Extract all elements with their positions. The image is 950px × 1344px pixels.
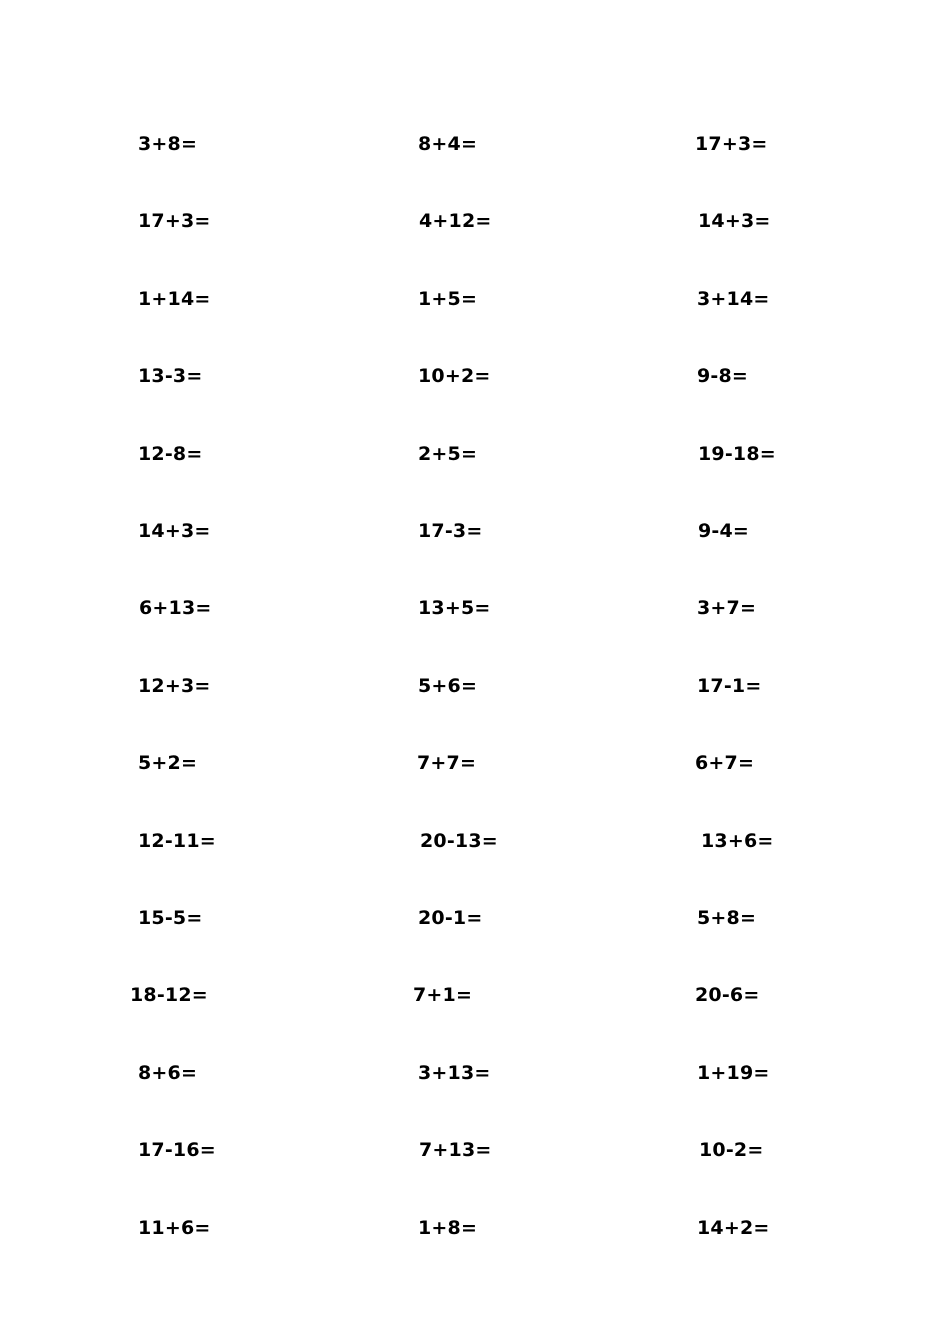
math-problem: 11+6= xyxy=(138,1216,211,1239)
math-problem: 15-5= xyxy=(138,907,203,929)
math-problem: 20-6= xyxy=(695,984,760,1007)
math-problem: 8+6= xyxy=(138,1061,198,1084)
math-problem: 12-11= xyxy=(138,829,216,852)
math-problem: 17-1= xyxy=(697,674,762,697)
math-problem: 8+4= xyxy=(418,133,478,155)
math-problem: 9-4= xyxy=(698,520,750,542)
math-problem: 7+1= xyxy=(413,984,473,1007)
math-problem: 6+13= xyxy=(139,597,212,620)
math-problem: 12-8= xyxy=(138,442,203,465)
math-problem: 18-12= xyxy=(130,984,208,1007)
math-problem: 14+2= xyxy=(697,1216,770,1239)
math-problem: 3+8= xyxy=(138,133,198,155)
math-problem: 7+7= xyxy=(417,752,477,775)
math-problem: 20-1= xyxy=(418,907,483,929)
math-problem: 1+19= xyxy=(697,1061,770,1084)
math-problem: 10-2= xyxy=(699,1139,764,1162)
math-problem: 14+3= xyxy=(138,520,211,542)
math-problem: 13+5= xyxy=(418,597,491,620)
math-problem: 3+13= xyxy=(418,1061,491,1084)
math-problem: 3+7= xyxy=(697,597,757,620)
math-problem: 17-3= xyxy=(418,520,483,542)
math-problem: 17+3= xyxy=(695,133,768,155)
math-problem: 13-3= xyxy=(138,365,203,388)
math-problem: 1+5= xyxy=(418,287,478,310)
math-problem: 1+14= xyxy=(138,287,211,310)
math-problem: 20-13= xyxy=(420,829,498,852)
math-problem: 4+12= xyxy=(419,210,492,233)
math-problem: 1+8= xyxy=(418,1216,478,1239)
math-problem: 6+7= xyxy=(695,752,755,775)
math-problem: 17-16= xyxy=(138,1139,216,1162)
math-problem: 12+3= xyxy=(138,674,211,697)
math-problem: 5+6= xyxy=(418,674,478,697)
math-problem: 5+2= xyxy=(138,752,198,775)
math-problem: 5+8= xyxy=(697,907,757,929)
math-problem: 17+3= xyxy=(138,210,211,233)
math-problem: 2+5= xyxy=(418,442,478,465)
math-problem: 7+13= xyxy=(419,1139,492,1162)
math-problem: 13+6= xyxy=(701,829,774,852)
math-problem: 19-18= xyxy=(698,442,776,465)
math-problem: 9-8= xyxy=(697,365,749,388)
math-problem: 3+14= xyxy=(697,287,770,310)
math-problem: 10+2= xyxy=(418,365,491,388)
math-problem: 14+3= xyxy=(698,210,771,233)
